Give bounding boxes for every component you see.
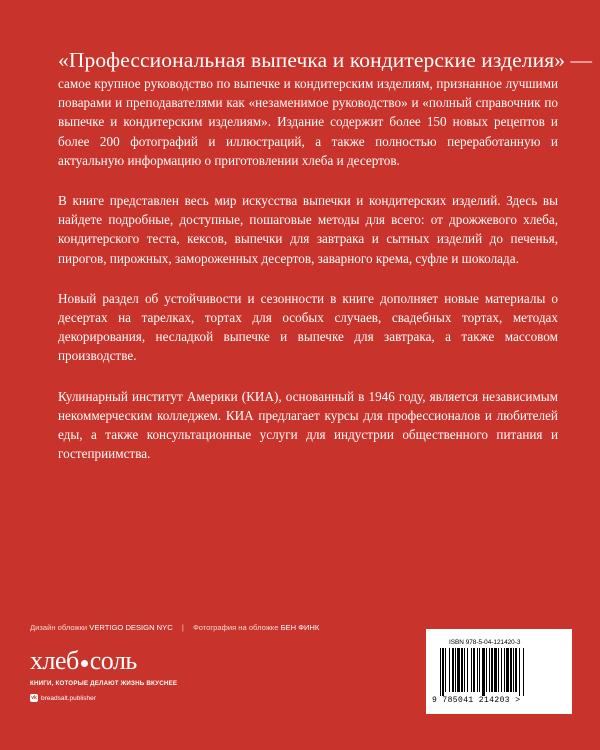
design-credit-label: Дизайн обложки xyxy=(30,623,88,632)
vk-icon: vk xyxy=(31,695,37,701)
barcode-icon xyxy=(438,648,562,696)
description-block xyxy=(58,46,593,484)
publisher-social xyxy=(30,694,230,702)
lead-text: самое крупное руководство по выпечке и кондитерским изделиям, признанное лучшими поварами и преподавателями как «незаменимое руководство» и «полный справочник по выпечке и кондитерским изделиям». Издание содержит более 150 новых рецептов и более 200 фотографий и иллюстраций, а также полностью переработанную и актуальную информацию о приготовлении хлеба и десертов. xyxy=(58,76,558,168)
logo-dot-icon xyxy=(81,660,88,667)
paragraph-new-section: Новый раздел об устойчивости и сезонности в книге дополняет новые материалы о десертах на тарелках, тортах для особых случаев, свадебных тортах, методах декорирования, несладкой выпечке и выпечке для завтрака, а также массовом производстве. xyxy=(58,290,558,364)
photo-credit-name: БЕН ФИНК xyxy=(280,623,320,632)
isbn-text: ISBN 978-5-04-121420-3 xyxy=(449,639,521,646)
barcode-panel xyxy=(426,629,572,714)
logo-word-left: хлеб xyxy=(30,646,79,675)
lead-paragraph xyxy=(58,46,593,170)
lead-title: «Профессиональная выпечка и кондитерские изделия» — xyxy=(58,48,593,72)
publisher-tagline: КНИГИ, КОТОРЫЕ ДЕЛАЮТ ЖИЗНЬ ВКУСНЕЕ xyxy=(30,680,178,687)
design-credit-name: VERTIGO DESIGN NYC xyxy=(89,623,173,632)
paragraph-institute: Кулинарный институт Америки (КИА), основанный в 1946 году, является независимым некоммерческим колледжем. КИА предлагает курсы для профессионалов и любителей еды, а также консультационные услуги для индустрии общественного питания и гостеприимства. xyxy=(58,388,558,462)
barcode-digits: 9 785041 214203 > xyxy=(432,696,521,705)
publisher-block xyxy=(30,648,230,702)
cover-credits xyxy=(30,623,319,632)
paragraph-scope: В книге представлен весь мир искусства выпечки и кондитерских изделий. Здесь вы найдете подробные, доступные, пошаговые методы для всего: от дрожжевого хлеба, кондитерского теста, кексов, выпечки для завтрака и сытных изделий до печенья, пирогов, пирожных, замороженных десертов, заварного крема, суфле и шоколада. xyxy=(58,193,558,266)
photo-credit-label: Фотография на обложке xyxy=(192,623,279,632)
social-handle: breadsalt.publisher xyxy=(41,694,96,702)
publisher-logo xyxy=(30,648,230,674)
credit-separator: | xyxy=(181,623,184,632)
logo-word-right: соль xyxy=(89,646,137,675)
